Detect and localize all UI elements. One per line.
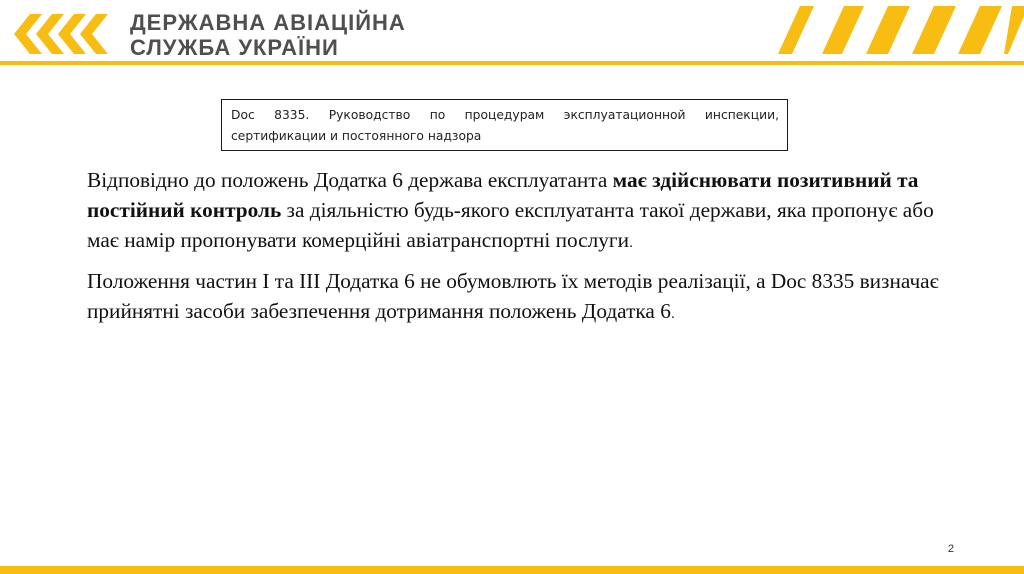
document-reference-box: Doc 8335. Руководство по процедурам эксплуатационной инспекции, сертификации и постоянного надзора: [221, 99, 788, 151]
paragraph-1-bold-text: має здійснювати позитивний та постійний контроль: [87, 168, 919, 222]
paragraph-1-text-end: за діяльністю будь-якого експлуатанта такої держави, яка пропонує або має намір пропонувати комерційні авіатранспортні послуги: [87, 198, 934, 252]
header-divider: [0, 61, 1024, 65]
organization-name-line-2: СЛУЖБА УКРАЇНИ: [130, 35, 339, 60]
slide-header: [0, 0, 1024, 66]
paragraph-1: [87, 165, 942, 258]
footer-divider: [0, 566, 1024, 574]
paragraph-2: [87, 266, 942, 329]
chevron-arrows-icon: [12, 12, 122, 56]
paragraph-2-text: Положення частин І та ІІІ Додатка 6 не обумовлють їх методів реалізації, а Doc 8335 визначає прийнятні засоби забезпечення дотримання положень Додатка 6: [87, 269, 939, 323]
paragraph-2-period: .: [670, 305, 676, 322]
paragraph-1-text-start: Відповідно до положень Додатка 6 держава експлуатанта: [87, 168, 613, 192]
organization-name-line-1: ДЕРЖАВНА АВІАЦІЙНА: [130, 10, 406, 35]
page-number: 2: [947, 543, 954, 555]
organization-name: [130, 10, 406, 60]
diagonal-stripes-icon: [778, 6, 1024, 54]
paragraph-1-period: .: [629, 234, 634, 251]
body-text: [87, 165, 942, 337]
